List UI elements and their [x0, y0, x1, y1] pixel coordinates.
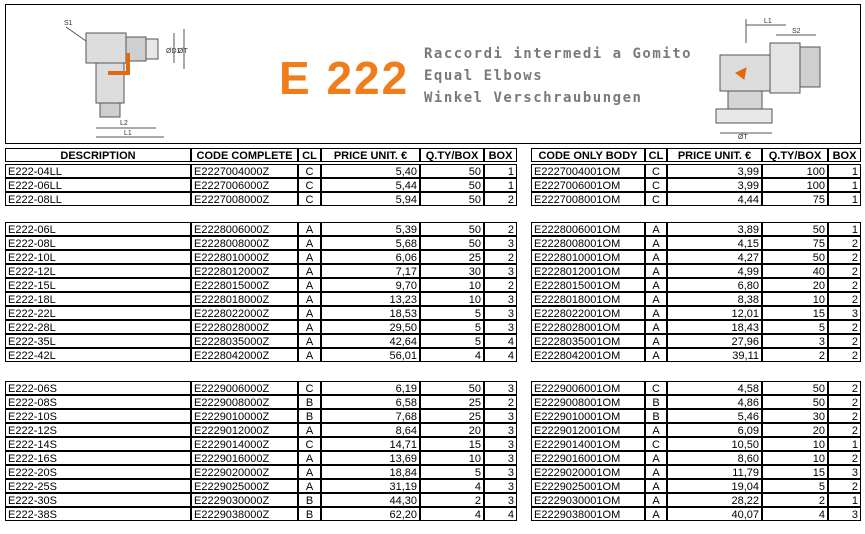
- table-cell: E222-20S: [5, 465, 191, 479]
- table-cell: 5: [420, 320, 484, 334]
- table-cell: E222-06L: [5, 222, 191, 236]
- table-cell: 1: [828, 164, 861, 178]
- table-cell: A: [645, 423, 667, 437]
- table-cell: 4,99: [667, 264, 762, 278]
- table-cell: 5,39: [321, 222, 420, 236]
- table-cell: 62,20: [321, 507, 420, 521]
- table-cell: 2: [828, 278, 861, 292]
- table-cell: 1: [828, 192, 861, 206]
- subtitle-german: Winkel Verschraubungen: [424, 90, 643, 106]
- label-l2: L2: [120, 120, 128, 127]
- table-cell: E2228008001OM: [531, 236, 645, 250]
- table-cell: 15: [762, 306, 828, 320]
- table-cell: E2229016001OM: [531, 451, 645, 465]
- table-cell: A: [645, 334, 667, 348]
- table-cell: E2229012000Z: [191, 423, 298, 437]
- table-cell: B: [645, 409, 667, 423]
- table-cell: 4: [762, 507, 828, 521]
- table-cell: 6,09: [667, 423, 762, 437]
- table-cell: 10: [762, 451, 828, 465]
- table-cell: A: [298, 320, 321, 334]
- table-cell: 2: [828, 479, 861, 493]
- table-cell: 1: [828, 437, 861, 451]
- table-cell: E2228035001OM: [531, 334, 645, 348]
- table-cell: 5,40: [321, 164, 420, 178]
- table-cell: E2229030001OM: [531, 493, 645, 507]
- table-cell: E2229014000Z: [191, 437, 298, 451]
- table-cell: E2228012001OM: [531, 264, 645, 278]
- table-cell: 42,64: [321, 334, 420, 348]
- table-cell: 1: [484, 164, 517, 178]
- table-cell: E2227004000Z: [191, 164, 298, 178]
- column-header: Q.TY/BOX: [420, 148, 484, 162]
- table-cell: C: [645, 437, 667, 451]
- table-cell: A: [645, 507, 667, 521]
- table-cell: B: [298, 409, 321, 423]
- table-cell: 2: [420, 493, 484, 507]
- table-cell: 3: [484, 479, 517, 493]
- table-cell: 3: [484, 493, 517, 507]
- table-cell: E2228008000Z: [191, 236, 298, 250]
- subtitle-italian: Raccordi intermedi a Gomito: [424, 46, 693, 62]
- table-cell: 40: [762, 264, 828, 278]
- table-cell: 4,27: [667, 250, 762, 264]
- label-t-right: ØT: [738, 134, 748, 141]
- header-banner: [5, 4, 861, 144]
- table-cell: E2228010000Z: [191, 250, 298, 264]
- table-cell: 5: [420, 334, 484, 348]
- table-cell: 50: [420, 222, 484, 236]
- table-cell: 3: [484, 320, 517, 334]
- table-cell: A: [298, 479, 321, 493]
- table-cell: 20: [420, 423, 484, 437]
- table-cell: 25: [420, 395, 484, 409]
- table-cell: E2228015001OM: [531, 278, 645, 292]
- table-cell: C: [298, 437, 321, 451]
- table-cell: E2228042000Z: [191, 348, 298, 362]
- table-cell: 28,22: [667, 493, 762, 507]
- table-cell: A: [298, 264, 321, 278]
- table-cell: E222-15L: [5, 278, 191, 292]
- table-cell: 56,01: [321, 348, 420, 362]
- table-cell: E2228010001OM: [531, 250, 645, 264]
- table-cell: 3: [484, 292, 517, 306]
- label-s1: S1: [64, 20, 73, 27]
- table-cell: 3: [828, 465, 861, 479]
- table-cell: 14,71: [321, 437, 420, 451]
- table-cell: 5,44: [321, 178, 420, 192]
- table-cell: E222-08L: [5, 236, 191, 250]
- table-cell: E2229038001OM: [531, 507, 645, 521]
- table-cell: 2: [828, 292, 861, 306]
- table-cell: A: [645, 278, 667, 292]
- table-cell: A: [645, 306, 667, 320]
- table-cell: A: [298, 292, 321, 306]
- table-cell: 6,80: [667, 278, 762, 292]
- column-header: CL: [645, 148, 667, 162]
- table-cell: B: [645, 395, 667, 409]
- table-cell: E222-28L: [5, 320, 191, 334]
- table-cell: B: [298, 395, 321, 409]
- elbow-drawing-left: [56, 13, 196, 143]
- table-cell: E222-22L: [5, 306, 191, 320]
- table-cell: 50: [762, 222, 828, 236]
- table-cell: 50: [762, 250, 828, 264]
- table-cell: 5,94: [321, 192, 420, 206]
- table-cell: 40,07: [667, 507, 762, 521]
- table-cell: 3: [484, 306, 517, 320]
- table-cell: E222-35L: [5, 334, 191, 348]
- table-cell: C: [298, 192, 321, 206]
- table-cell: 18,53: [321, 306, 420, 320]
- table-cell: A: [298, 306, 321, 320]
- table-cell: 1: [828, 178, 861, 192]
- table-cell: 1: [828, 222, 861, 236]
- table-cell: 3: [484, 264, 517, 278]
- table-cell: 30: [762, 409, 828, 423]
- table-cell: A: [298, 236, 321, 250]
- table-cell: 2: [484, 192, 517, 206]
- table-cell: C: [645, 164, 667, 178]
- table-cell: 2: [484, 222, 517, 236]
- table-cell: 31,19: [321, 479, 420, 493]
- table-cell: 10: [420, 451, 484, 465]
- table-cell: A: [298, 222, 321, 236]
- table-cell: 4,15: [667, 236, 762, 250]
- table-cell: E2228015000Z: [191, 278, 298, 292]
- table-cell: 27,96: [667, 334, 762, 348]
- table-cell: 3: [484, 465, 517, 479]
- product-code-title: E 222: [279, 52, 410, 104]
- table-cell: B: [298, 507, 321, 521]
- table-cell: 2: [828, 395, 861, 409]
- table-cell: E222-06S: [5, 381, 191, 395]
- table-cell: E2228006000Z: [191, 222, 298, 236]
- table-cell: E222-18L: [5, 292, 191, 306]
- table-cell: 2: [828, 423, 861, 437]
- table-cell: A: [298, 278, 321, 292]
- table-cell: 3: [484, 437, 517, 451]
- table-cell: A: [298, 348, 321, 362]
- table-cell: 15: [420, 437, 484, 451]
- table-cell: 4,44: [667, 192, 762, 206]
- table-cell: 5: [420, 465, 484, 479]
- table-cell: 4: [420, 348, 484, 362]
- table-cell: E2229020000Z: [191, 465, 298, 479]
- table-cell: 3: [828, 507, 861, 521]
- table-cell: 20: [762, 278, 828, 292]
- table-cell: 13,23: [321, 292, 420, 306]
- table-cell: 50: [762, 381, 828, 395]
- label-l1-right: L1: [764, 18, 772, 25]
- table-cell: B: [298, 493, 321, 507]
- table-cell: E222-04LL: [5, 164, 191, 178]
- table-cell: E2227008000Z: [191, 192, 298, 206]
- table-cell: 7,68: [321, 409, 420, 423]
- table-cell: A: [298, 250, 321, 264]
- table-cell: 2: [762, 493, 828, 507]
- table-cell: 10: [420, 292, 484, 306]
- table-cell: 3,99: [667, 164, 762, 178]
- table-cell: A: [645, 222, 667, 236]
- table-cell: E2227006001OM: [531, 178, 645, 192]
- column-header: PRICE UNIT. €: [667, 148, 762, 162]
- table-cell: 6,06: [321, 250, 420, 264]
- table-cell: 50: [420, 178, 484, 192]
- table-cell: 2: [828, 409, 861, 423]
- table-cell: 8,38: [667, 292, 762, 306]
- table-cell: 25: [420, 250, 484, 264]
- table-cell: A: [645, 236, 667, 250]
- table-cell: 3: [484, 236, 517, 250]
- table-cell: E2229008000Z: [191, 395, 298, 409]
- table-cell: E2228018000Z: [191, 292, 298, 306]
- table-cell: E222-25S: [5, 479, 191, 493]
- table-cell: E2229010000Z: [191, 409, 298, 423]
- column-header: Q.TY/BOX: [762, 148, 828, 162]
- subtitle-english: Equal Elbows: [424, 68, 544, 84]
- label-s2: S2: [792, 28, 801, 35]
- table-cell: 10: [420, 278, 484, 292]
- table-cell: A: [298, 465, 321, 479]
- table-cell: 12,01: [667, 306, 762, 320]
- table-cell: 4: [484, 348, 517, 362]
- table-cell: E222-38S: [5, 507, 191, 521]
- table-cell: E2228035000Z: [191, 334, 298, 348]
- table-cell: 50: [420, 192, 484, 206]
- table-cell: E222-12L: [5, 264, 191, 278]
- table-cell: 5: [762, 479, 828, 493]
- table-cell: 100: [762, 178, 828, 192]
- table-cell: E2228012000Z: [191, 264, 298, 278]
- column-header: CL: [298, 148, 321, 162]
- table-cell: 5,68: [321, 236, 420, 250]
- table-cell: 3: [484, 451, 517, 465]
- table-cell: 50: [420, 381, 484, 395]
- table-cell: E2228022001OM: [531, 306, 645, 320]
- table-cell: 2: [484, 395, 517, 409]
- table-cell: 3,99: [667, 178, 762, 192]
- table-cell: E2229025000Z: [191, 479, 298, 493]
- table-cell: C: [645, 381, 667, 395]
- table-cell: 2: [762, 348, 828, 362]
- table-cell: E2228042001OM: [531, 348, 645, 362]
- table-cell: 6,58: [321, 395, 420, 409]
- table-cell: 44,30: [321, 493, 420, 507]
- table-cell: C: [298, 178, 321, 192]
- table-cell: 18,43: [667, 320, 762, 334]
- table-cell: E222-42L: [5, 348, 191, 362]
- table-cell: E2229020001OM: [531, 465, 645, 479]
- table-cell: E2229014001OM: [531, 437, 645, 451]
- table-cell: 11,79: [667, 465, 762, 479]
- table-cell: 4: [484, 334, 517, 348]
- table-cell: E222-16S: [5, 451, 191, 465]
- table-cell: 1: [484, 178, 517, 192]
- table-cell: 9,70: [321, 278, 420, 292]
- table-cell: 8,60: [667, 451, 762, 465]
- table-cell: 2: [828, 334, 861, 348]
- table-cell: 5: [420, 306, 484, 320]
- table-cell: A: [645, 451, 667, 465]
- table-cell: E222-06LL: [5, 178, 191, 192]
- table-cell: 50: [420, 164, 484, 178]
- table-cell: 100: [762, 164, 828, 178]
- table-cell: 4: [420, 507, 484, 521]
- table-cell: 2: [484, 250, 517, 264]
- table-cell: 39,11: [667, 348, 762, 362]
- table-cell: A: [298, 423, 321, 437]
- table-cell: A: [298, 334, 321, 348]
- label-t: ØT: [178, 48, 188, 55]
- column-header: CODE COMPLETE: [191, 148, 298, 162]
- table-cell: 2: [828, 451, 861, 465]
- table-cell: E2229012001OM: [531, 423, 645, 437]
- table-cell: E222-08S: [5, 395, 191, 409]
- elbow-drawing-right: [706, 13, 846, 141]
- table-cell: E2229016000Z: [191, 451, 298, 465]
- column-header: DESCRIPTION: [5, 148, 191, 162]
- table-cell: 1: [828, 493, 861, 507]
- table-cell: 19,04: [667, 479, 762, 493]
- table-cell: 2: [484, 278, 517, 292]
- table-cell: A: [645, 465, 667, 479]
- table-cell: 5: [762, 320, 828, 334]
- column-header: BOX: [828, 148, 861, 162]
- table-cell: C: [298, 381, 321, 395]
- table-cell: E2229006000Z: [191, 381, 298, 395]
- table-cell: 30: [420, 264, 484, 278]
- table-cell: 75: [762, 192, 828, 206]
- table-cell: 18,84: [321, 465, 420, 479]
- table-cell: E2227008001OM: [531, 192, 645, 206]
- table-cell: 4,86: [667, 395, 762, 409]
- table-cell: E2228018001OM: [531, 292, 645, 306]
- table-cell: A: [645, 320, 667, 334]
- table-cell: E2227004001OM: [531, 164, 645, 178]
- table-cell: E2227006000Z: [191, 178, 298, 192]
- table-cell: C: [645, 192, 667, 206]
- table-cell: 50: [420, 236, 484, 250]
- table-cell: 2: [828, 320, 861, 334]
- table-cell: E2228028000Z: [191, 320, 298, 334]
- table-cell: 4,58: [667, 381, 762, 395]
- table-cell: 2: [828, 250, 861, 264]
- table-cell: 3: [828, 306, 861, 320]
- table-cell: E2229010001OM: [531, 409, 645, 423]
- table-cell: 7,17: [321, 264, 420, 278]
- table-cell: E2229008001OM: [531, 395, 645, 409]
- table-cell: C: [645, 178, 667, 192]
- table-cell: 10,50: [667, 437, 762, 451]
- table-cell: 2: [828, 236, 861, 250]
- table-cell: 2: [828, 264, 861, 278]
- table-cell: E2229006001OM: [531, 381, 645, 395]
- table-cell: E222-14S: [5, 437, 191, 451]
- table-cell: 2: [828, 348, 861, 362]
- table-cell: E2229030000Z: [191, 493, 298, 507]
- table-cell: E2229025001OM: [531, 479, 645, 493]
- label-l1: L1: [124, 130, 132, 137]
- table-cell: E2229038000Z: [191, 507, 298, 521]
- table-cell: 15: [762, 465, 828, 479]
- table-cell: 3: [484, 381, 517, 395]
- column-header: CODE ONLY BODY: [531, 148, 645, 162]
- table-cell: 3: [762, 334, 828, 348]
- table-cell: 10: [762, 437, 828, 451]
- table-cell: 50: [762, 395, 828, 409]
- table-cell: 5,46: [667, 409, 762, 423]
- table-cell: 3: [484, 423, 517, 437]
- table-cell: A: [645, 493, 667, 507]
- table-cell: E2228028001OM: [531, 320, 645, 334]
- table-cell: 3,89: [667, 222, 762, 236]
- table-cell: E222-10L: [5, 250, 191, 264]
- table-cell: E222-10S: [5, 409, 191, 423]
- table-cell: A: [298, 451, 321, 465]
- label-d1: ØD1: [166, 48, 181, 55]
- table-cell: E222-12S: [5, 423, 191, 437]
- table-cell: 75: [762, 236, 828, 250]
- table-cell: 4: [484, 507, 517, 521]
- table-cell: 6,19: [321, 381, 420, 395]
- table-cell: A: [645, 250, 667, 264]
- table-cell: 13,69: [321, 451, 420, 465]
- table-cell: 25: [420, 409, 484, 423]
- table-cell: E222-30S: [5, 493, 191, 507]
- table-cell: 20: [762, 423, 828, 437]
- table-cell: A: [645, 348, 667, 362]
- table-cell: 4: [420, 479, 484, 493]
- table-cell: 29,50: [321, 320, 420, 334]
- table-cell: 2: [828, 381, 861, 395]
- table-cell: A: [645, 292, 667, 306]
- table-cell: A: [645, 479, 667, 493]
- table-cell: A: [645, 264, 667, 278]
- table-cell: C: [298, 164, 321, 178]
- column-header: BOX: [484, 148, 517, 162]
- column-header: PRICE UNIT. €: [321, 148, 420, 162]
- table-cell: 3: [484, 409, 517, 423]
- table-cell: 8,64: [321, 423, 420, 437]
- table-cell: E222-08LL: [5, 192, 191, 206]
- table-cell: 10: [762, 292, 828, 306]
- table-cell: E2228006001OM: [531, 222, 645, 236]
- table-cell: E2228022000Z: [191, 306, 298, 320]
